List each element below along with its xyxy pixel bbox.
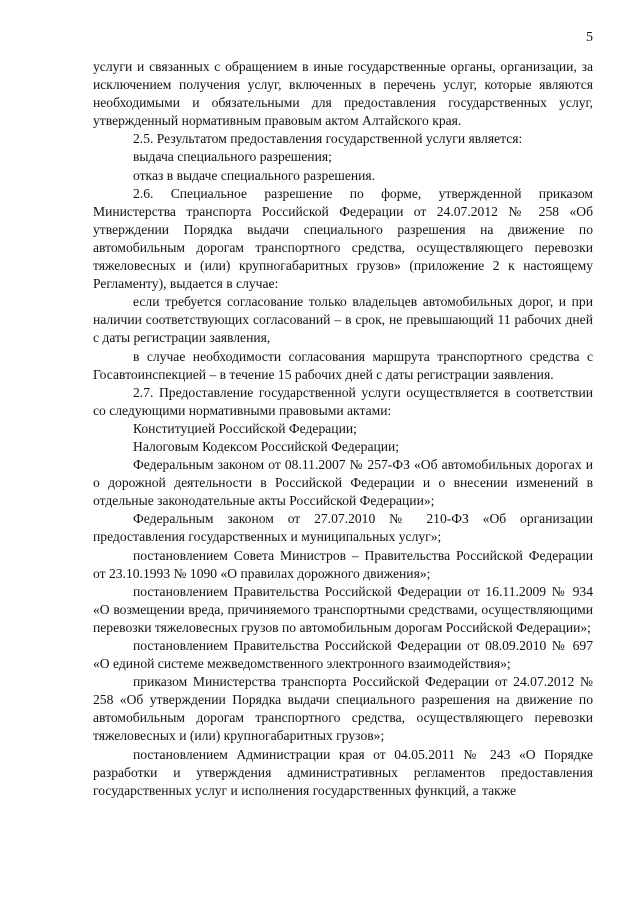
paragraph: постановлением Правительства Российской Федерации от 08.09.2010 № 697 «О единой системе межведомственного электронного взаимодействия»; <box>93 638 593 672</box>
paragraph: услуги и связанных с обращением в иные государственные органы, организации, за исключением получения услуг, включенных в перечень услуг, которые являются необходимыми и обязательными для предоставления государственных услуг, утвержденный нормативным правовым актом Алтайского края. <box>93 59 593 129</box>
paragraph: отказ в выдаче специального разрешения. <box>133 167 376 183</box>
paragraph: выдача специального разрешения; <box>133 149 332 165</box>
paragraph: 2.7. Предоставление государственной услуги осуществляется в соответствии со следующими нормативными правовыми актами: <box>93 384 593 418</box>
paragraph: 2.5. Результатом предоставления государственной услуги является: <box>133 131 523 147</box>
document-body <box>93 58 593 800</box>
paragraph: Налоговым Кодексом Российской Федерации; <box>133 438 400 454</box>
paragraph: постановлением Администрации края от 04.05.2011 № 243 «О Порядке разработки и утверждения административных регламентов предоставления государственных услуг и исполнения государственных функций, а также <box>93 746 593 798</box>
paragraph: приказом Министерства транспорта Российской Федерации от 24.07.2012 № 258 «Об утверждении Порядка выдачи специального разрешения на движение по автомобильным дорогам транспортного средства, осуществляющего перевозки тяжеловесных и (или) крупногабаритных грузов»; <box>93 674 593 744</box>
paragraph: Федеральным законом от 27.07.2010 № 210-ФЗ «Об организации предоставления государственных и муниципальных услуг»; <box>93 511 593 545</box>
paragraph: постановлением Совета Министров – Правительства Российской Федерации от 23.10.1993 № 1090 «О правилах дорожного движения»; <box>93 547 593 581</box>
paragraph: 2.6. Специальное разрешение по форме, утвержденной приказом Министерства транспорта Российской Федерации от 24.07.2012 № 258 «Об утверждении Порядка выдачи специального разрешения на движение по автомобильным дорогам транспортного средства, осуществляющего перевозки тяжеловесных и (или) крупногабаритных грузов» (приложение 2 к настоящему Регламенту), выдается в случае: <box>93 185 593 292</box>
paragraph: Федеральным законом от 08.11.2007 № 257-ФЗ «Об автомобильных дорогах и о дорожной деятельности в Российской Федерации и о внесении изменений в отдельные законодательные акты Российской Федерации»; <box>93 457 593 509</box>
paragraph: Конституцией Российской Федерации; <box>133 420 357 436</box>
paragraph: если требуется согласование только владельцев автомобильных дорог, и при наличии соответствующих согласований – в срок, не превышающий 11 рабочих дней с даты регистрации заявления, <box>93 294 593 346</box>
paragraph: в случае необходимости согласования маршрута транспортного средства с Госавтоинспекцией – в течение 15 рабочих дней с даты регистрации заявления. <box>93 348 593 382</box>
page-number: 5 <box>586 30 593 45</box>
paragraph: постановлением Правительства Российской Федерации от 16.11.2009 № 934 «О возмещении вреда, причиняемого транспортными средствами, осуществляющими перевозки тяжеловесных грузов по автомобильным дорогам Российской Федерации»; <box>93 583 593 635</box>
